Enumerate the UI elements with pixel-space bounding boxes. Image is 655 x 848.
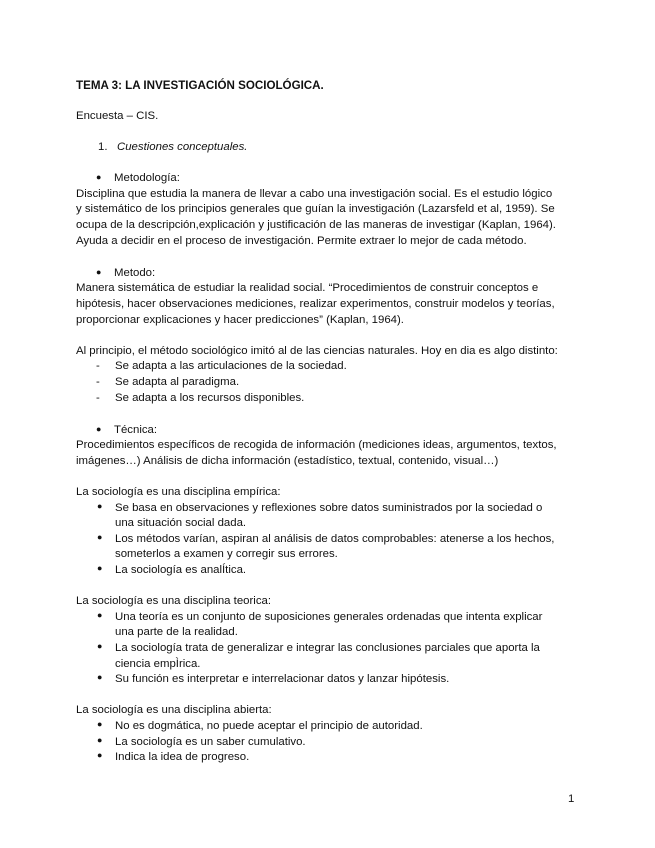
list-item-line: Se basa en observaciones y reflexiones sobre datos suministrados por la sociedad o [115, 501, 543, 514]
dash-item-text: Se adapta a los recursos disponibles. [115, 391, 305, 404]
list-item [76, 610, 581, 641]
bullet-icon: ● [96, 172, 102, 183]
list-item-line: una parte de la realidad. [115, 626, 238, 639]
abierta-intro: La sociología es una disciplina abierta: [76, 704, 272, 717]
metodologia-line: Ayuda a decidir en el proceso de investigación. Permite extraer lo mejor de cada método. [76, 234, 527, 247]
metodo-heading [76, 265, 581, 282]
tecnica-line: Procedimientos específicos de recogida de información (mediciones ideas, argumentos, textos, [76, 439, 557, 452]
bullet-icon: ● [97, 718, 103, 729]
bullet-icon: ● [97, 563, 103, 574]
bullet-icon: ● [97, 500, 103, 511]
dash-item [76, 359, 581, 375]
list-item [76, 750, 581, 766]
list-item [76, 501, 581, 532]
metodo-label: Metodo: [114, 266, 156, 279]
list-item-line: Los métodos varían, aspiran al análisis de datos comprobables: atenerse a los hechos, [115, 532, 555, 545]
bullet-icon: ● [96, 266, 102, 277]
document-body [76, 78, 581, 766]
list-item-line: someterlos a examen y corregir sus errores. [115, 548, 338, 561]
bullet-icon: ● [97, 641, 103, 651]
subtitle: Encuesta – CIS. [76, 110, 159, 122]
metodologia-line: ocupa de la descripción,explicación y justificación de las maneras de investigar (Kaplan, 1964). [76, 218, 556, 231]
list-item-line: Indica la idea de progreso. [115, 751, 250, 764]
metodo-line: Manera sistemática de estudiar la realidad social. “Procedimientos de construir conceptos e [76, 282, 539, 295]
bullet-icon: ● [97, 609, 103, 620]
teorica-intro: La sociología es una disciplina teorica: [76, 595, 272, 608]
list-item-line: una situación social dada. [115, 517, 247, 530]
section-number: 1. [98, 140, 108, 153]
dash-item [76, 375, 581, 391]
section-label: Cuestiones conceptuales. [117, 140, 248, 153]
list-item-line: Su función es interpretar e interrelacionar datos y lanzar hipótesis. [115, 673, 450, 686]
page-number: 1 [568, 793, 575, 805]
metodologia-line: y sistemático de los principios generales que guían la investigación (Lazarsfeld et al, 1959). Se [76, 203, 555, 216]
list-item [76, 532, 581, 563]
list-item [76, 735, 581, 751]
metodologia-line: Disciplina que estudia la manera de llevar a cabo una investigación social. Es el estudio lógico [76, 187, 553, 200]
bullet-icon: ● [97, 531, 103, 542]
dash-item-text: Se adapta a las articulaciones de la sociedad. [115, 360, 347, 373]
metodologia-label: Metodología: [114, 172, 180, 185]
list-item-line: ciencia empÌrica. [115, 657, 201, 670]
list-item [76, 563, 581, 579]
tecnica-heading [76, 422, 581, 439]
list-item [76, 641, 581, 672]
list-item [76, 719, 581, 735]
list-item [76, 672, 581, 688]
list-item-line: Una teoría es un conjunto de suposiciones generales ordenadas que intenta explicar [115, 610, 543, 623]
bullet-icon: ● [97, 750, 103, 761]
metodo-line: proporcionar explicaciones y hacer predicciones” (Kaplan, 1964). [76, 313, 404, 326]
bullet-icon: ● [97, 672, 103, 683]
dash-item [76, 391, 581, 407]
metodologia-heading [76, 170, 581, 187]
dash-marker: - [96, 360, 100, 373]
list-item-line: La sociología es analÍtica. [115, 564, 247, 577]
dash-marker: - [96, 375, 100, 388]
bullet-icon: ● [97, 734, 103, 745]
list-item-line: La sociología trata de generalizar e integrar las conclusiones parciales que aporta la [115, 642, 540, 654]
document-title: TEMA 3: LA INVESTIGACIÓN SOCIOLÓGICA. [76, 79, 324, 92]
tecnica-line: imágenes…) Análisis de dicha información (estadístico, textual, contenido, visual…) [76, 454, 499, 467]
empirica-intro: La sociología es una disciplina empírica: [76, 486, 281, 499]
dash-marker: - [96, 391, 100, 404]
bullet-icon: ● [96, 423, 102, 434]
section-heading [76, 140, 581, 156]
list-item-line: La sociología es un saber cumulativo. [115, 735, 306, 748]
principio-intro: Al principio, el método sociológico imitó al de las ciencias naturales. Hoy en dia es algo distinto: [76, 344, 558, 357]
tecnica-label: Técnica: [114, 423, 158, 436]
metodo-line: hipótesis, hacer observaciones mediciones, realizar experimentos, construir modelos y teorías, [76, 297, 555, 310]
list-item-line: No es dogmática, no puede aceptar el principio de autoridad. [115, 719, 423, 732]
dash-item-text: Se adapta al paradigma. [115, 375, 240, 388]
